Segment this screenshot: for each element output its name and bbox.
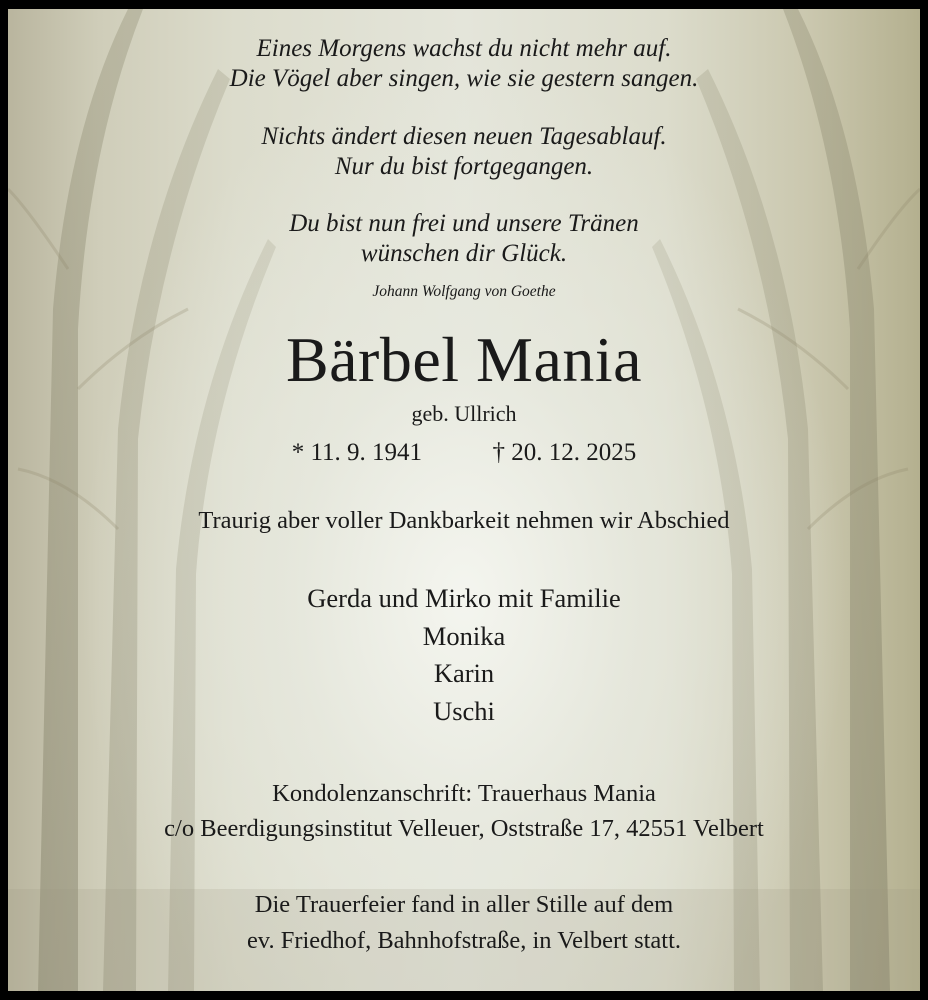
obituary-card	[8, 9, 920, 991]
poem-line: wünschen dir Glück.	[360, 240, 568, 267]
mourner-name: Uschi	[433, 696, 495, 726]
poem-line: Die Vögel aber singen, wie sie gestern sangen.	[229, 65, 699, 92]
death-date: † 20. 12. 2025	[492, 439, 637, 466]
mourner-name: Gerda und Mirko mit Familie	[307, 583, 621, 613]
poem-line: Du bist nun frei und unsere Tränen	[289, 210, 639, 237]
poem-line: Eines Morgens wachst du nicht mehr auf.	[256, 35, 672, 62]
deceased-name: Bärbel Mania	[285, 324, 643, 395]
poem-author: Johann Wolfgang von Goethe	[372, 283, 556, 300]
mourner-name: Monika	[422, 621, 506, 651]
poem-line: Nur du bist fortgegangen.	[334, 153, 594, 180]
farewell-text: Traurig aber voller Dankbarkeit nehmen wir Abschied	[198, 507, 730, 534]
poem-line: Nichts ändert diesen neuen Tagesablauf.	[261, 123, 667, 150]
funeral-note: Die Trauerfeier fand in aller Stille auf dem	[254, 891, 674, 918]
condolence-address: c/o Beerdigungsinstitut Velleuer, Oststraße 17, 42551 Velbert	[164, 815, 764, 842]
birth-date: * 11. 9. 1941	[291, 439, 423, 466]
condolence-address: Kondolenzanschrift: Trauerhaus Mania	[272, 780, 656, 807]
obituary-text	[8, 9, 920, 991]
birth-name: geb. Ullrich	[411, 401, 517, 426]
funeral-note: ev. Friedhof, Bahnhofstraße, in Velbert statt.	[246, 927, 682, 954]
mourner-name: Karin	[433, 658, 495, 688]
life-dates	[8, 439, 920, 467]
